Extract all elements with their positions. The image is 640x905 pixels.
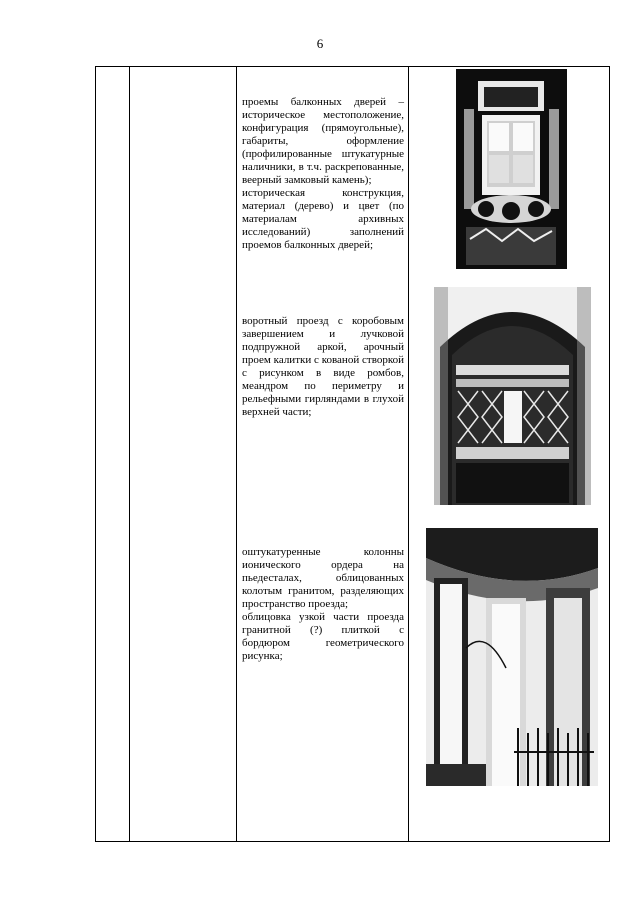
item-paragraph: воротный проезд с коробовым завершением и лучковой подпружной аркой, арочный проем калитки с кованой створкой с рисунком в виде ромбов, меандром по периметру и рельефными гирляндами в глухой верхней части; bbox=[242, 315, 404, 418]
item-paragraph: облицовка узкой части проезда гранитной (?) плиткой с бордюром геометрического рисунка; bbox=[242, 611, 404, 662]
item-description bbox=[242, 546, 404, 663]
item-paragraph: оштукатуренные колонны ионического ордера на пьедесталах, облицованных колотым гранитом, разделяющих пространство проезда; bbox=[242, 546, 404, 610]
column-divider bbox=[236, 67, 237, 841]
passage-columns-photo bbox=[426, 528, 598, 786]
table-frame bbox=[95, 66, 610, 842]
item-paragraph: проемы балконных дверей – историческое местоположение, конфигурация (прямоугольные), габариты, оформление (профилированные штукатурные наличники, в т.ч. раскрепованные, веерный замковый камень); bbox=[242, 96, 404, 186]
gate-arch-photo bbox=[434, 287, 591, 505]
column-divider bbox=[408, 67, 409, 841]
balcony-door-photo bbox=[456, 69, 567, 269]
page-number: 6 bbox=[316, 36, 324, 51]
column-divider bbox=[129, 67, 130, 841]
item-description bbox=[242, 315, 404, 419]
item-description bbox=[242, 96, 404, 252]
item-paragraph: историческая конструкция, материал (дерево) и цвет (по материалам архивных исследований) заполнений проемов балконных дверей; bbox=[242, 187, 404, 251]
